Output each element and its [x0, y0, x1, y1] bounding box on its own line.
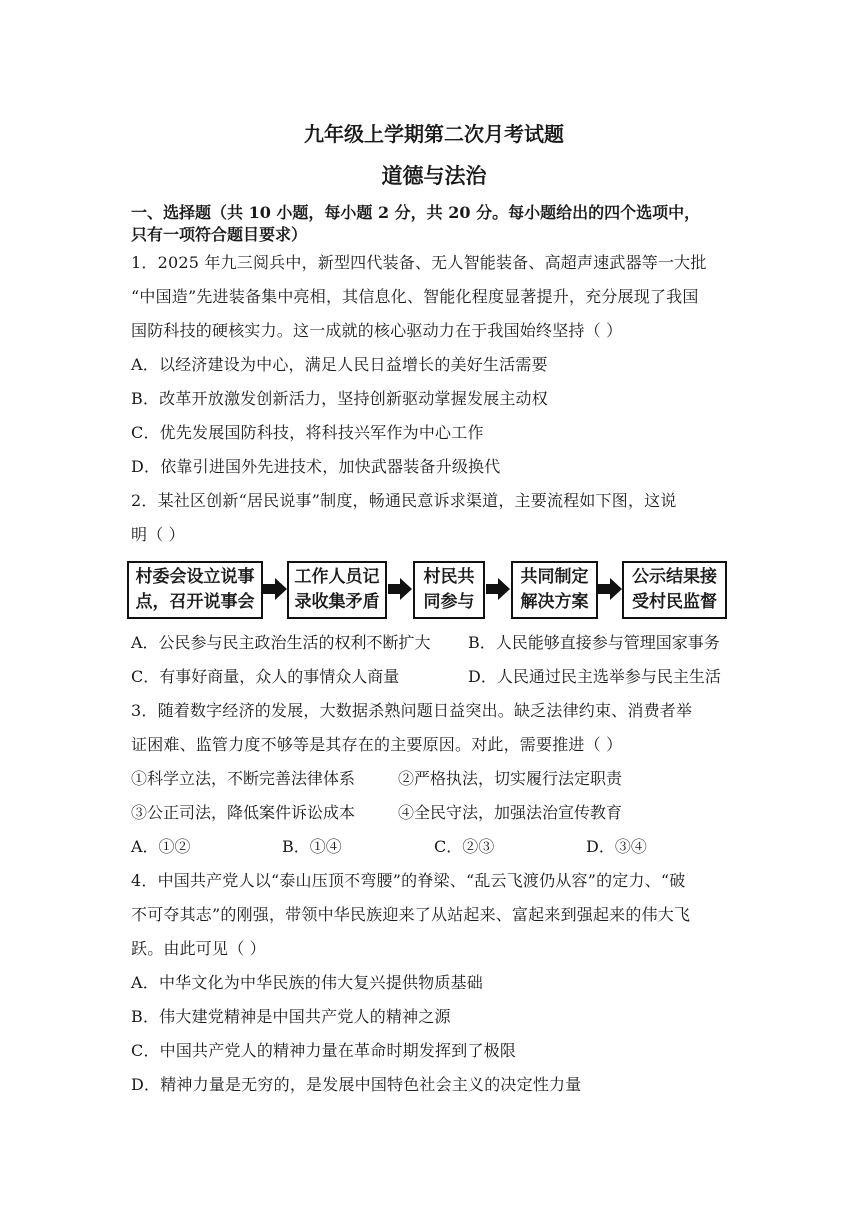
q4-stem-line: 4．中国共产党人以“泰山压顶不弯腰”的脊梁、“乱云飞渡仍从容”的定力、“破 [131, 871, 686, 890]
flow-step-1 [127, 561, 263, 619]
q1-option-d: D．依靠引进国外先进技术，加快武器装备升级换代 [131, 457, 501, 476]
q1-option-b: B．改革开放激发创新活力，坚持创新驱动掌握发展主动权 [131, 389, 548, 408]
q3-stem-line: 证困难、监管力度不够等是其存在的主要原因。对此，需要推进（ ） [131, 735, 623, 754]
subject-title: 道德与法治 [381, 163, 487, 188]
flow-step-1-line2: 点，召开说事会 [135, 592, 255, 612]
q1-option-a: A．以经济建设为中心，满足人民日益增长的美好生活需要 [131, 355, 548, 374]
q3-option-d: D．③④ [586, 837, 647, 856]
q3-item-1: ①科学立法，不断完善法律体系 [131, 769, 356, 788]
flow-arrow-icon [598, 578, 622, 600]
q4-stem-line: 跃。由此可见（ ） [131, 939, 266, 958]
flow-step-4 [511, 561, 598, 619]
q1-option-c: C．优先发展国防科技，将科技兴军作为中心工作 [131, 423, 484, 442]
q3-option-a: A．①② [131, 837, 191, 856]
q2-option-d: D．人民通过民主选举参与民主生活 [468, 667, 721, 686]
exam-title: 九年级上学期第二次月考试题 [304, 122, 564, 146]
q3-option-b: B．①④ [282, 837, 342, 856]
flow-arrow-icon [388, 578, 412, 600]
q4-option-b: B．伟大建党精神是中国共产党人的精神之源 [131, 1007, 451, 1026]
q4-option-c: C．中国共产党人的精神力量在革命时期发挥到了极限 [131, 1041, 517, 1060]
q1-stem-line: 国防科技的硬核实力。这一成就的核心驱动力在于我国始终坚持（ ） [131, 321, 623, 340]
flow-step-3-line1: 村民共 [423, 567, 475, 587]
q2-option-b: B．人民能够直接参与管理国家事务 [468, 633, 720, 652]
q3-item-4: ④全民守法，加强法治宣传教育 [398, 803, 623, 822]
q1-stem-line: “中国造”先进装备集中亮相，其信息化、智能化程度显著提升，充分展现了我国 [131, 287, 699, 306]
q3-stem-line: 3．随着数字经济的发展，大数据杀熟问题日益突出。缺乏法律约束、消费者举 [131, 701, 693, 720]
section-heading-cont: 只有一项符合题目要求） [131, 225, 308, 244]
q3-item-3: ③公正司法，降低案件诉讼成本 [131, 803, 356, 822]
q2-option-c: C．有事好商量，众人的事情众人商量 [131, 667, 400, 686]
flow-step-3 [413, 561, 485, 619]
flow-step-3-line2: 同参与 [423, 592, 475, 612]
flow-step-5-line2: 受村民监督 [632, 592, 717, 612]
q1-stem-line: 1．2025 年九三阅兵中，新型四代装备、无人智能装备、高超声速武器等一大批 [131, 253, 707, 272]
flow-step-4-line2: 解决方案 [520, 592, 589, 612]
flow-arrow-icon [486, 578, 510, 600]
q3-option-c: C．②③ [434, 837, 495, 856]
q2-stem-line: 明（ ） [131, 525, 185, 544]
q3-item-2: ②严格执法，切实履行法定职责 [398, 769, 623, 788]
q4-stem-line: 不可夺其志”的刚强，带领中华民族迎来了从站起来、富起来到强起来的伟大飞 [131, 905, 691, 924]
q2-stem-line: 2．某社区创新“居民说事”制度，畅通民意诉求渠道，主要流程如下图，这说 [131, 491, 677, 510]
q4-option-d: D．精神力量是无穷的，是发展中国特色社会主义的决定性力量 [131, 1075, 582, 1094]
flow-arrow-icon [263, 578, 287, 600]
section-heading: 一、选择题（共 10 小题，每小题 2 分，共 20 分。每小题给出的四个选项中， [131, 203, 701, 222]
flow-step-2-line2: 录收集矛盾 [294, 592, 380, 612]
flow-step-2 [287, 561, 387, 619]
flow-step-2-line1: 工作人员记 [294, 567, 380, 587]
q4-option-a: A．中华文化为中华民族的伟大复兴提供物质基础 [131, 973, 483, 992]
flow-step-5-line1: 公示结果接 [632, 567, 717, 587]
q2-option-a: A．公民参与民主政治生活的权利不断扩大 [131, 633, 431, 652]
flow-step-4-line1: 共同制定 [520, 567, 589, 587]
flow-step-5 [622, 561, 727, 619]
flow-step-1-line1: 村委会设立说事 [135, 567, 255, 587]
